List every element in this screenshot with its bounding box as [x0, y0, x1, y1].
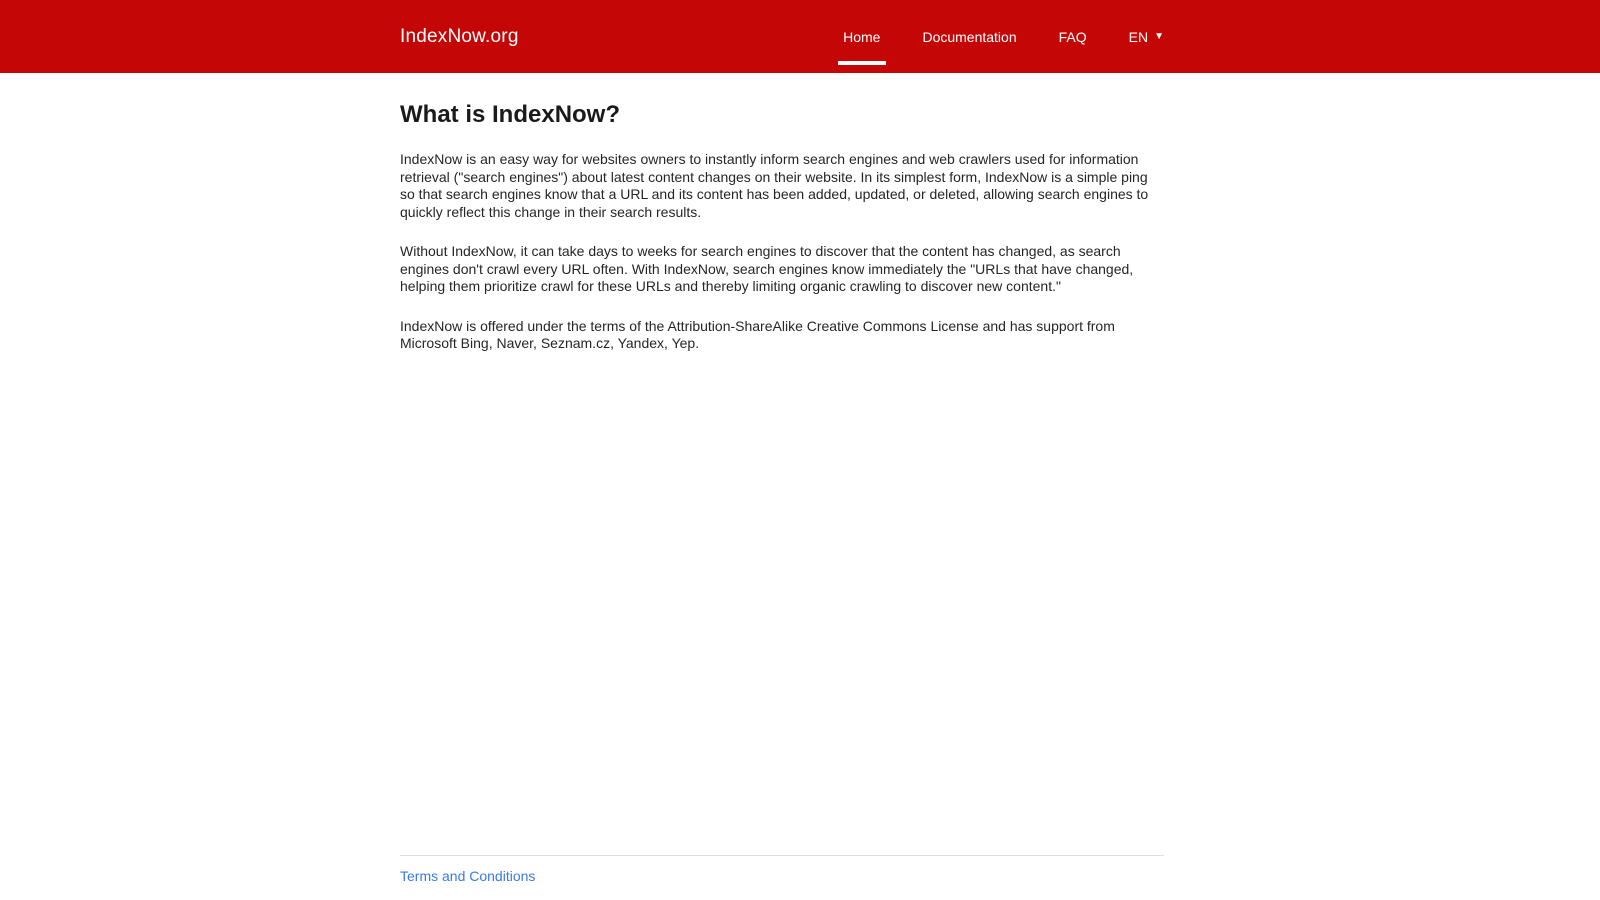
- without-indexnow-paragraph: Without IndexNow, it can take days to weeks for search engines to discover that the content has changed, as search engines don't crawl every URL often. With IndexNow, search engines know immediately the "URLs that have changed, helping them prioritize crawl for these URLs and thereby limiting organic crawling to discover new content.": [400, 243, 1134, 294]
- terms-and-conditions-link[interactable]: Terms and Conditions: [400, 868, 536, 884]
- intro-paragraph: IndexNow is an easy way for websites owners to instantly inform search engines and web crawlers used for information retrieval ("search engines") about latest content changes on their website. In its simplest form, IndexNow is a simple ping so that search engines know that a URL and its content has been added, updated, or deleted, allowing search engines to quickly reflect this change in their search results.: [400, 151, 1149, 220]
- nav-item-documentation-label: Documentation: [922, 28, 1017, 45]
- nav-item-language-label: EN: [1128, 28, 1149, 45]
- chevron-down-icon: ▼: [1154, 30, 1164, 42]
- nav-item-home[interactable]: [822, 0, 901, 73]
- nav-item-documentation[interactable]: [901, 0, 1037, 73]
- nav-item-faq-label: FAQ: [1058, 28, 1087, 45]
- top-header: [0, 0, 1600, 73]
- main-nav: [822, 0, 1164, 73]
- page-title: What is IndexNow?: [400, 101, 621, 128]
- active-tab-indicator: [838, 61, 886, 65]
- main-content: [0, 73, 1600, 855]
- nav-item-faq[interactable]: [1038, 0, 1108, 73]
- nav-item-home-label: Home: [843, 28, 881, 45]
- page-footer: [0, 855, 1600, 900]
- footer-divider: [400, 855, 1164, 900]
- nav-item-language-selector[interactable]: [1108, 0, 1164, 73]
- brand-logo[interactable]: IndexNow.org: [400, 25, 519, 47]
- license-paragraph: IndexNow is offered under the terms of the Attribution-ShareAlike Creative Commons License and has support from Microsoft Bing, Naver, Seznam.cz, Yandex, Yep.: [400, 317, 1115, 351]
